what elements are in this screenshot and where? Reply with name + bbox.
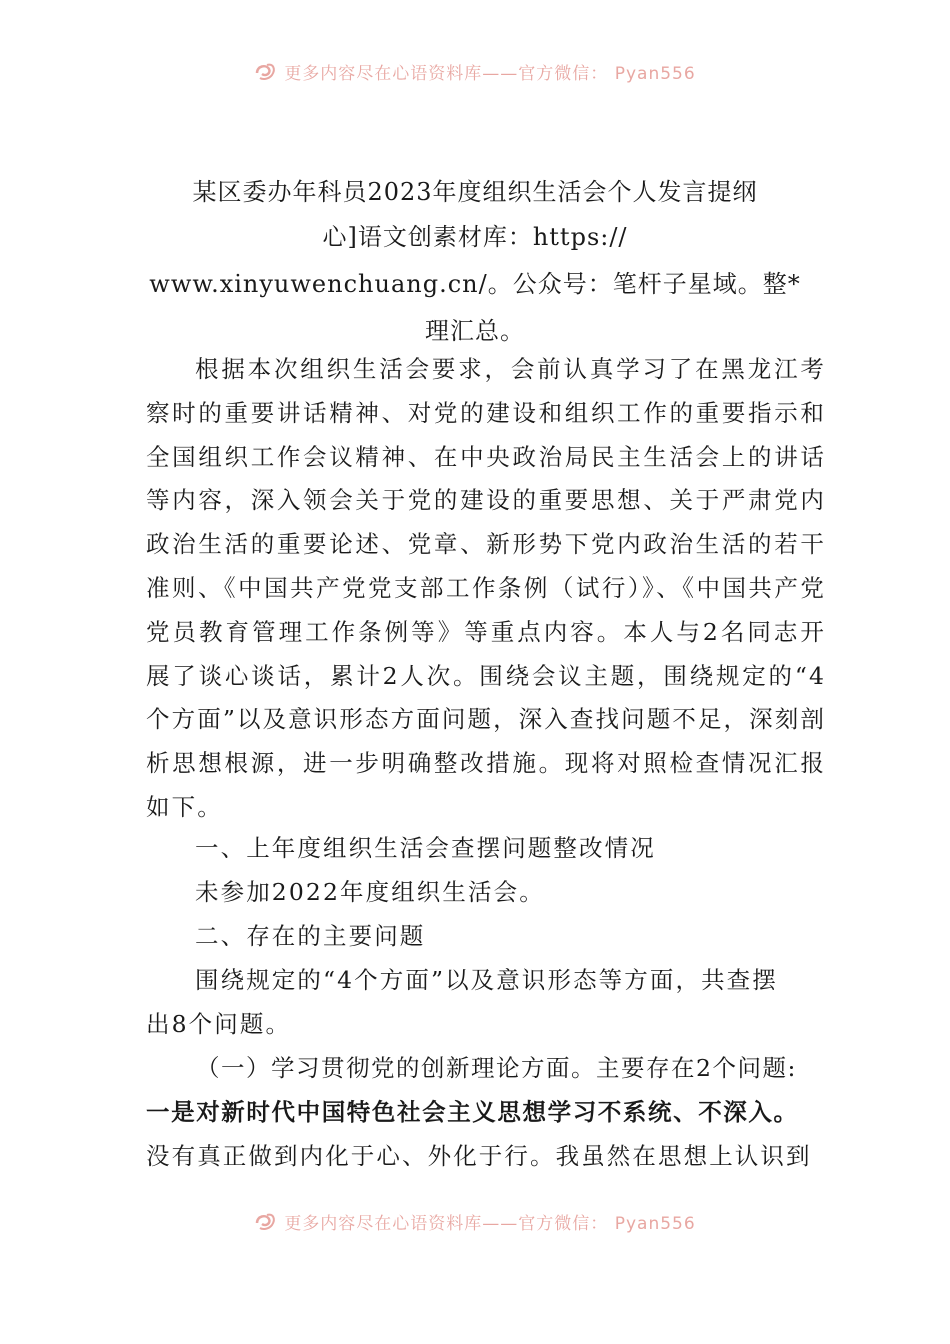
swirl-logo-icon [254,1211,278,1231]
section-1-text: 未参加2022年度组织生活会。 [195,878,545,906]
document-title: 某区委办年科员2023年度组织生活会个人发言提纲 [192,178,758,206]
section-2-heading: 二、存在的主要问题 [195,922,426,950]
source-line-1: 心]语文创素材库：https:// [322,223,628,251]
section-1-heading: 一、上年度组织生活会查摆问题整改情况 [195,834,656,862]
intro-paragraph: 根据本次组织生活会要求，会前认真学习了在黑龙江考察时的重要讲话精神、对党的建设和组织工作的重要指示和全国组织工作会议精神、在中央政治局民主生活会上的讲话等内容，深入领会关于党的建设的重要思想、关于严肃党内政治生活的重要论述、党章、新形势下党内政治生活的若干准则、《中国共产党党支部工作条例（试行）》、《中国共产党党员教育管理工作条例等》等重点内容。本人与2名同志开展了谈心谈话，累计2人次。围绕会议主题，围绕规定的“4个方面”以及意识形态方面问题，深入查找问题不足，深刻剖析思想根源，进一步明确整改措施。现将对照检查情况汇报如下。 [146,355,826,821]
watermark-text: 更多内容尽在心语资料库——官方微信： Pyan556 [284,1213,696,1234]
point-1-bold: 一是对新时代中国特色社会主义思想学习不系统、不深入。 [146,1098,799,1126]
watermark-text: 更多内容尽在心语资料库——官方微信： Pyan556 [284,63,696,84]
watermark-banner-top [0,56,950,86]
section-2-line-2: 出8个问题。 [146,1010,292,1038]
swirl-logo-icon [254,61,278,81]
source-line-2: www.xinyuwenchuang.cn/。公众号：笔杆子星域。整* [149,270,801,298]
section-2-line-1: 围绕规定的“4个方面”以及意识形态等方面，共查摆 [195,966,778,994]
point-1-text: 没有真正做到内化于心、外化于行。我虽然在思想上认识到 [146,1142,812,1170]
watermark-banner-bottom [0,1206,950,1236]
sub-section-1-heading: （一）学习贯彻党的创新理论方面。主要存在2个问题: [196,1054,797,1082]
source-line-3: 理汇总。 [425,317,525,345]
